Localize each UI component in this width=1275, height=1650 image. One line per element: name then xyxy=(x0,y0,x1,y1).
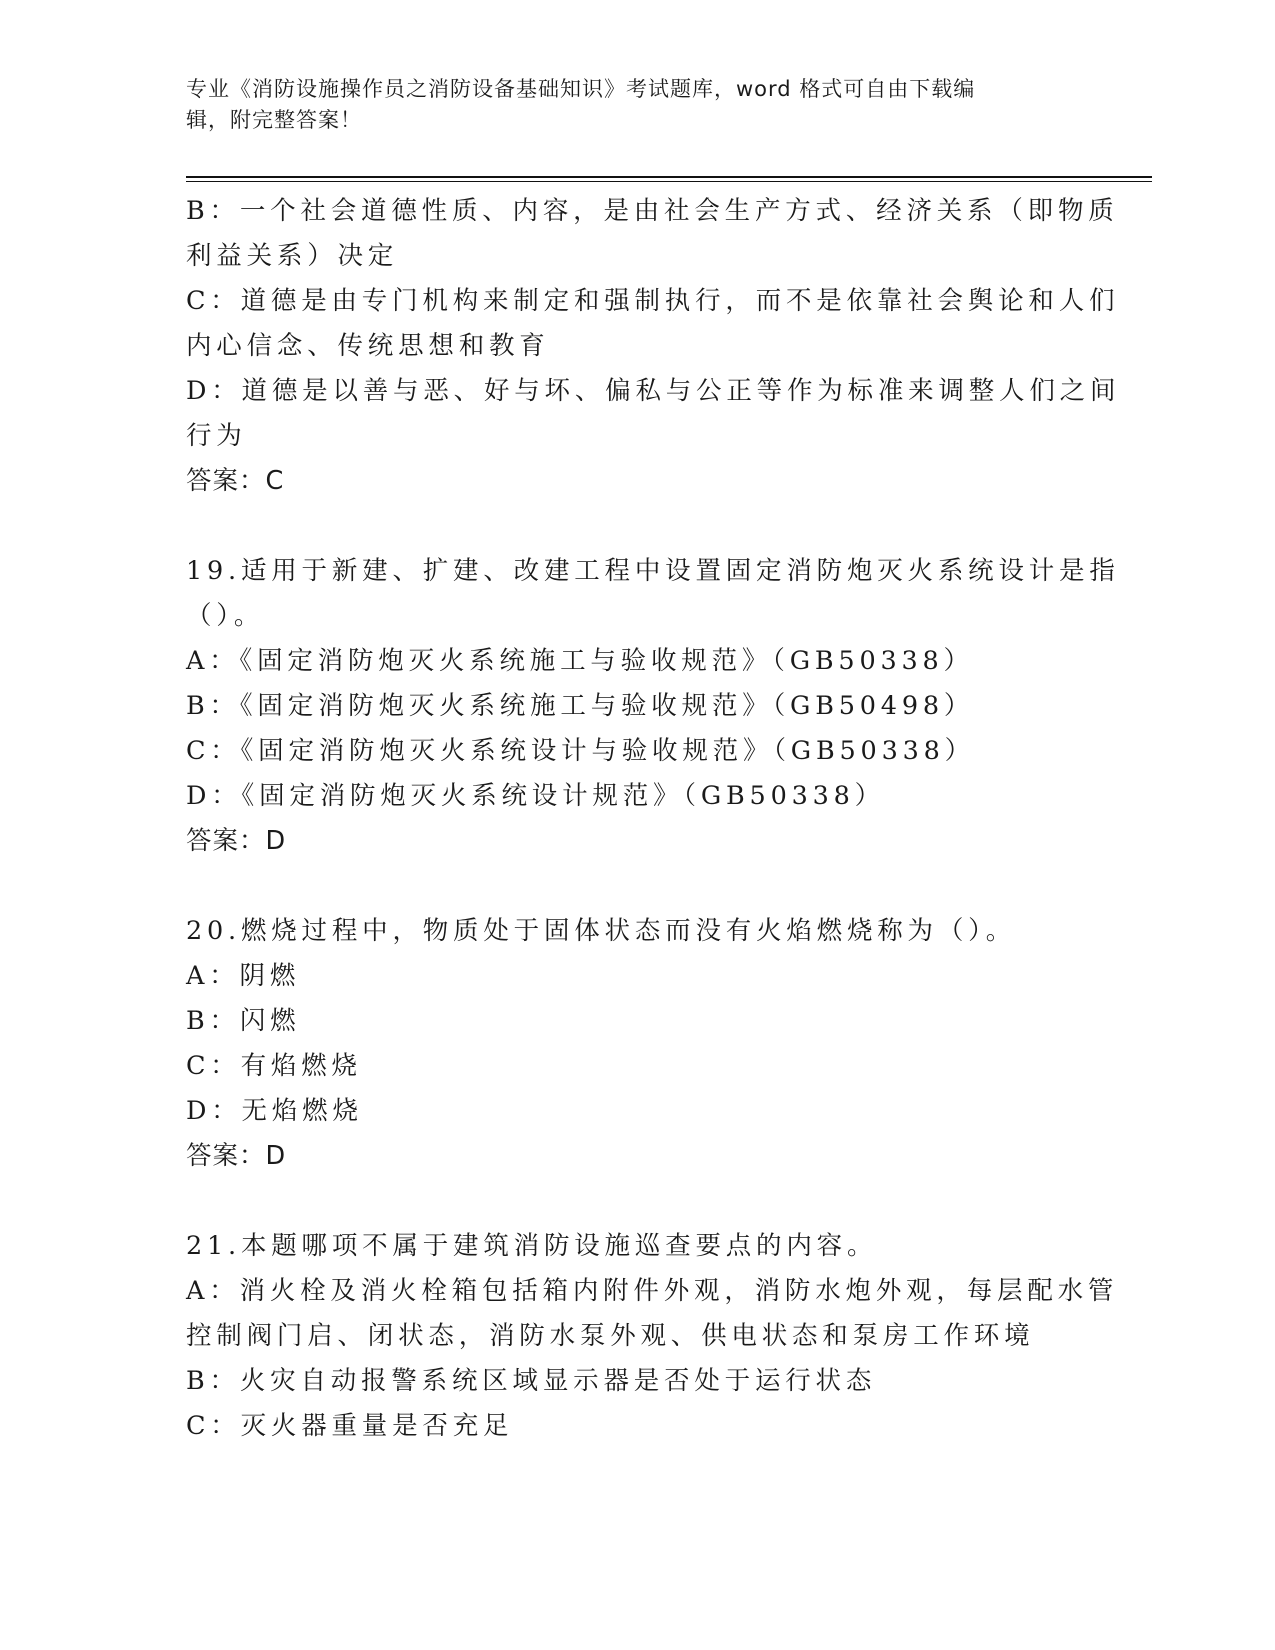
option-d-line-1: D：道德是以善与恶、好与坏、偏私与公正等作为标准来调整人们之间 xyxy=(186,376,1121,406)
answer-line: 答案：D xyxy=(186,1141,287,1171)
answer-line: 答案：D xyxy=(186,826,287,856)
question-spacer xyxy=(186,1179,1086,1224)
document-body xyxy=(186,189,1121,1449)
question-18-continuation xyxy=(186,189,1121,504)
option-d: D：《固定消防炮灭火系统设计规范》（GB50338） xyxy=(186,781,885,811)
header-line-1: 专业《消防设施操作员之消防设备基础知识》考试题库，word 格式可自由下载编 xyxy=(186,77,976,101)
option-b-line-1: B：一个社会道德性质、内容，是由社会生产方式、经济关系（即物质 xyxy=(186,196,1119,226)
answer-line: 答案：C xyxy=(186,466,285,496)
page-header xyxy=(186,74,1066,136)
option-a-line-2: 控制阀门启、闭状态，消防水泵外观、供电状态和泵房工作环境 xyxy=(186,1321,1035,1351)
question-stem-line-2: （）。 xyxy=(186,601,265,631)
option-c-line-2: 内心信念、传统思想和教育 xyxy=(186,331,550,361)
option-a: A：阴燃 xyxy=(186,961,301,991)
option-a: A：《固定消防炮灭火系统施工与验收规范》（GB50338） xyxy=(186,646,974,676)
option-b: B：《固定消防炮灭火系统施工与验收规范》（GB50498） xyxy=(186,691,975,721)
option-d: D：无焰燃烧 xyxy=(186,1096,363,1126)
question-stem-line-1: 19.适用于新建、扩建、改建工程中设置固定消防炮灭火系统设计是指 xyxy=(186,556,1120,586)
option-a-line-1: A：消火栓及消火栓箱包括箱内附件外观，消防水炮外观，每层配水管 xyxy=(186,1276,1119,1306)
question-19 xyxy=(186,549,1120,864)
question-stem: 20.燃烧过程中，物质处于固体状态而没有火焰燃烧称为（）。 xyxy=(186,916,1017,946)
option-b-line-2: 利益关系）决定 xyxy=(186,241,399,271)
question-20 xyxy=(186,909,1086,1179)
question-spacer xyxy=(186,504,1086,549)
option-c-line-1: C：道德是由专门机构来制定和强制执行，而不是依靠社会舆论和人们 xyxy=(186,286,1120,316)
question-spacer xyxy=(186,864,1086,909)
header-divider-thin xyxy=(186,181,1152,182)
question-21 xyxy=(186,1224,1119,1449)
question-stem: 21.本题哪项不属于建筑消防设施巡查要点的内容。 xyxy=(186,1231,878,1261)
header-line-2: 辑，附完整答案！ xyxy=(186,108,362,132)
option-c: C：灭火器重量是否充足 xyxy=(186,1411,514,1441)
option-b: B：火灾自动报警系统区域显示器是否处于运行状态 xyxy=(186,1366,877,1396)
option-c: C：有焰燃烧 xyxy=(186,1051,362,1081)
option-b: B：闪燃 xyxy=(186,1006,301,1036)
option-d-line-2: 行为 xyxy=(186,421,247,451)
header-divider-thick xyxy=(186,176,1152,178)
option-c: C：《固定消防炮灭火系统设计与验收规范》（GB50338） xyxy=(186,736,975,766)
